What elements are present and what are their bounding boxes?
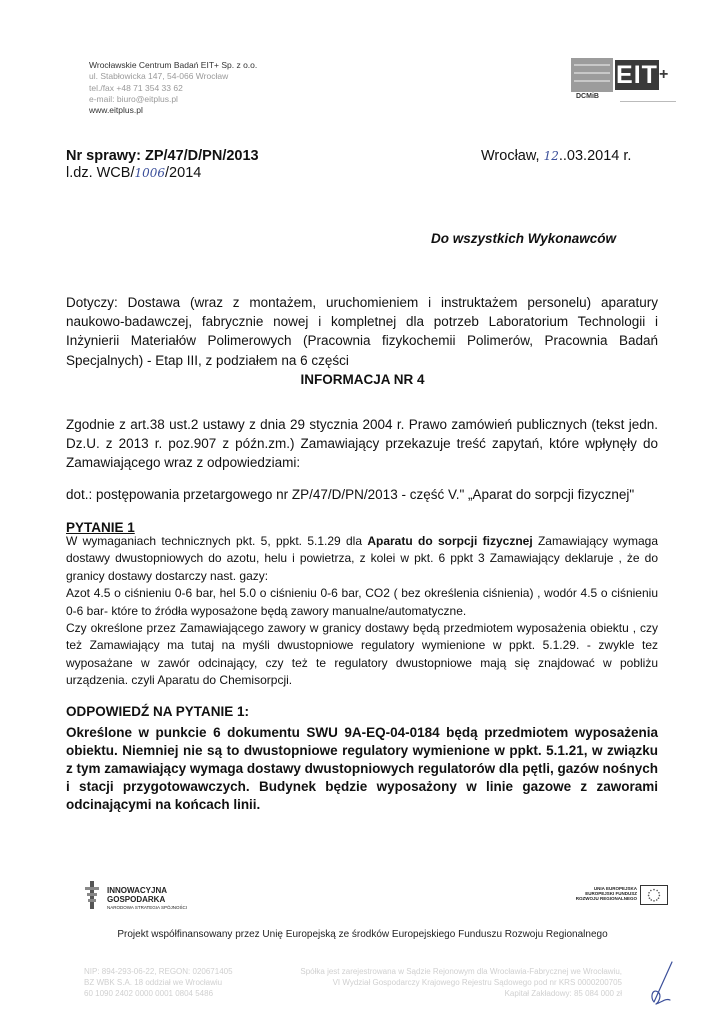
footer-court: Spółka jest zarejestrowana w Sądzie Rejonowym dla Wrocławia-Fabrycznej we Wrocławiu,	[300, 967, 622, 976]
eu-fund-text	[575, 886, 637, 902]
eu-line-3: ROZWOJU REGIONALNEGO	[575, 896, 637, 902]
date-prefix: Wrocław,	[481, 148, 544, 164]
footer-account: 60 1090 2402 0000 0001 0804 5486	[84, 989, 214, 998]
footer-nip: NIP: 894-293-06-22, REGON: 020671405	[84, 967, 233, 976]
logo-eit-text: EIT	[616, 61, 658, 89]
ldz-prefix: l.dz. WCB/	[66, 165, 135, 181]
place-date	[481, 148, 631, 164]
ldz-suffix: /2014	[165, 165, 202, 181]
question-title: PYTANIE 1	[66, 520, 135, 535]
journal-number	[66, 165, 201, 181]
logo-subtitle: DCMiB	[576, 93, 599, 100]
logo-plus: +	[659, 66, 669, 83]
ig-line-1: INNOWACYJNA	[107, 886, 168, 895]
question-paragraph-2: Azot 4.5 o ciśnieniu 0-6 bar, hel 5.0 o ciśnieniu 0-6 bar, CO2 ( bez określenia ciśnienia) , wodór 4.5 o ciśnieniu 0-6 bar- które to źródła wyposażone będą zawory manualne/automatyczne.	[66, 586, 658, 618]
question-paragraph-3: Czy określone przez Zamawiającego zawory w granicy dostawy będą przedmiotem wyposażenia obiektu , czy też Zamawiający ma tutaj na myśli dwustopniowe regulatory wymienione w ppkt. 5.1.29. - zwykle tez wyposażane w zawór odcinający, czy też te regulatory dwustopniowe mają się znajdować w pobliżu urządzenia. czyli Aparatu do Chemisorpcji.	[66, 621, 658, 688]
legal-paragraph: Zgodnie z art.38 ust.2 ustawy z dnia 29 stycznia 2004 r. Prawo zamówień publicznych (tekst jedn. Dz.U. z 2013 r. poz.907 z późn.zm.) Zamawiający przekazuje treść zapytań, które wpłynęły do Zamawiającego wraz z odpowiedziami:	[66, 417, 658, 471]
question-paragraph-1	[66, 533, 658, 585]
footer-bank: BZ WBK S.A. 18 oddział we Wrocławiu	[84, 978, 223, 987]
innovative-economy-logo-icon	[82, 879, 102, 911]
logo-gray-block	[571, 58, 613, 92]
handwritten-signature-icon	[632, 958, 682, 1008]
procedure-reference: dot.: postępowania przetargowego nr ZP/47/D/PN/2013 - część V." „Aparat do sorpcji fizycznej"	[66, 487, 635, 502]
innovative-economy-text	[107, 887, 187, 913]
footer-bank-details	[84, 966, 233, 999]
company-street: ul. Stabłowicka 147, 54-066 Wrocław	[89, 71, 229, 82]
company-phone: tel./fax +48 71 354 33 62	[89, 82, 183, 93]
company-name: Wrocławskie Centrum Badań EIT+ Sp. z o.o.	[89, 60, 258, 70]
question-text-a: W wymaganiach technicznych pkt. 5, ppkt. 5.1.29 dla	[66, 534, 368, 548]
cofinancing-note: Projekt współfinansowany przez Unię Europejską ze środków Europejskiego Funduszu Rozwoju Regionalnego	[117, 929, 608, 940]
footer-capital: Kapitał Zakładowy: 85 084 000 zł	[504, 989, 622, 998]
question-text-bold: Aparatu do sorpcji fizycznej	[367, 534, 533, 548]
date-day-handwritten: 12	[543, 149, 559, 163]
footer-krs: VI Wydział Gospodarczy Krajowego Rejestru Sądowego pod nr KRS 0000200705	[332, 978, 622, 987]
eit-logo	[571, 58, 673, 92]
answer-title: ODPOWIEDŹ NA PYTANIE 1:	[66, 704, 250, 719]
question-text-b: Zamawiający wymaga dostawy dwustopniowych do azotu, helu i powietrza, z kolei w pkt. 6 ppkt 3 Zamawiający deklaruje , że do granicy dostawy dostarczy nast. gazy:	[66, 534, 658, 583]
company-address	[89, 60, 257, 116]
ldz-handwritten: 1006	[134, 166, 166, 180]
ig-line-2: GOSPODARKA	[107, 894, 166, 904]
info-title: INFORMACJA NR 4	[300, 372, 425, 387]
answer-body: Określone w punkcie 6 dokumentu SWU 9A-EQ-04-0184 będą przedmiotem wyposażenia obiektu. Niemniej nie są to dwustopniowe regulatory wymienione w ppkt. 5.1.21, w związku z tym zamawiający wymaga dostawy dwustopniowych regulatorów dla pętli, gazów nośnych i stacji przygotowawczych. Budynek będzie wyposażony w linie gazowe z zaworami odcinającymi na końcach linii.	[66, 725, 658, 812]
question-body	[66, 533, 658, 690]
eu-line-2: EUROPEJSKI FUNDUSZ	[585, 891, 637, 897]
date-rest: ..03.2014 r.	[558, 148, 632, 164]
case-number: Nr sprawy: ZP/47/D/PN/2013	[66, 148, 259, 164]
eu-line-1: UNIA EUROPEJSKA	[593, 886, 637, 891]
ig-line-3: NARODOWA STRATEGIA SPÓJNOŚCI	[107, 905, 188, 910]
eu-flag-icon	[640, 885, 668, 905]
logo-divider	[620, 101, 676, 102]
company-website: www.eitplus.pl	[89, 105, 143, 116]
subject-paragraph: Dotyczy: Dostawa (wraz z montażem, uruchomieniem i instruktażem personelu) aparatury naukowo-badawczej, fabrycznie nowej i kompletnej dla potrzeb Laboratorium Technologii i Inżynierii Materiałów Polimerowych (Pracownia fizykochemii Polimerów, Pracownia Badań Specjalnych) - Etap III, z podziałem na 6 części	[66, 295, 658, 368]
company-email: e-mail: biuro@eitplus.pl	[89, 93, 178, 104]
footer-registry	[300, 966, 622, 999]
addressee: Do wszystkich Wykonawców	[431, 231, 617, 246]
